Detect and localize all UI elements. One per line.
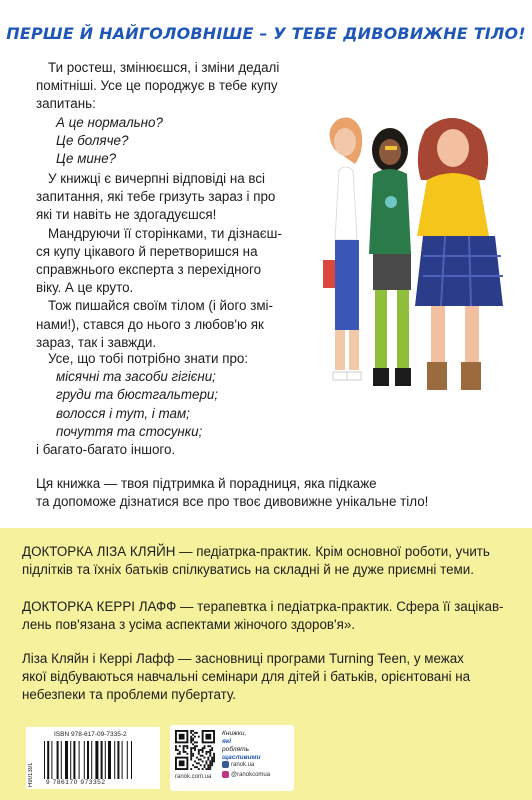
- qr-module: [190, 747, 192, 749]
- qr-module: [207, 745, 209, 747]
- qr-module: [200, 759, 202, 761]
- answers-line: віку. А це круто.: [36, 280, 134, 296]
- qr-module: [204, 766, 206, 768]
- qr-module: [175, 747, 177, 749]
- barcode-bar: [95, 741, 98, 779]
- qr-module: [196, 732, 198, 734]
- qr-module: [196, 766, 198, 768]
- question-item: Це боляче?: [56, 132, 129, 148]
- answers-line: ся купу цікавого й перетворишся на: [36, 243, 258, 259]
- facebook-icon: [222, 761, 229, 768]
- qr-module: [198, 749, 200, 751]
- qr-module: [190, 768, 192, 770]
- barcode-bar: [108, 741, 111, 779]
- qr-module: [204, 747, 206, 749]
- qr-module: [202, 768, 204, 770]
- topic-item: груди та бюстгальтери;: [56, 387, 219, 403]
- qr-module: [190, 736, 192, 738]
- bio-line: ДОКТОРКА КЕРРІ ЛАФФ — терапевтка і педіатрка-практик. Сфера її зацікав-: [22, 599, 504, 614]
- barcode-digits: 9 786170 973352: [46, 779, 106, 786]
- qr-module: [209, 764, 211, 766]
- product-code: Н901391: [28, 762, 34, 787]
- isbn-label: ISBN 978-617-09-7335-2: [54, 731, 127, 738]
- barcode-bar: [101, 741, 103, 779]
- qr-module: [194, 760, 196, 762]
- qr-module: [192, 740, 194, 742]
- answers-line: запитання, які тебе гризуть зараз і про: [36, 189, 276, 205]
- qr-module: [209, 749, 211, 751]
- qr-module: [209, 745, 211, 747]
- qr-module: [211, 760, 213, 762]
- qr-module: [198, 753, 200, 755]
- qr-module: [190, 740, 192, 742]
- qr-module: [177, 749, 179, 751]
- qr-module: [202, 760, 204, 762]
- qr-module: [209, 755, 211, 757]
- girl-left-figure: [323, 118, 362, 380]
- program-description: [22, 650, 470, 705]
- girl-right-figure: [415, 118, 503, 390]
- facebook-handle: ranok.ua: [231, 761, 255, 768]
- barcode-bar: [122, 741, 123, 779]
- author-klein-bio: [22, 543, 490, 579]
- qr-module: [207, 759, 209, 761]
- question-item: А це нормально?: [56, 114, 163, 130]
- qr-module: [202, 749, 204, 751]
- qr-module: [204, 745, 206, 747]
- qr-module: [213, 759, 215, 761]
- qr-module: [190, 757, 192, 759]
- barcode-bar: [70, 741, 71, 779]
- barcode-image: [42, 741, 154, 779]
- qr-module: [192, 738, 194, 740]
- barcode-bar: [73, 741, 75, 779]
- barcode-bar: [44, 741, 45, 779]
- barcode-bar: [131, 741, 132, 779]
- barcode-bar: [105, 741, 106, 779]
- qr-module: [175, 745, 177, 747]
- qr-module: [196, 757, 198, 759]
- qr-module: [190, 749, 192, 751]
- qr-module: [183, 747, 185, 749]
- qr-module: [200, 764, 202, 766]
- qr-module: [209, 762, 211, 764]
- barcode-bar: [114, 741, 115, 779]
- qr-module: [190, 755, 192, 757]
- answers-line: які ти навіть не здогадуєшся!: [36, 207, 217, 223]
- qr-module: [205, 768, 207, 770]
- qr-module: [198, 762, 200, 764]
- qr-module: [209, 760, 211, 762]
- qr-module: [213, 755, 215, 757]
- qr-module: [200, 749, 202, 751]
- intro-paragraph: [36, 59, 279, 168]
- qr-module: [209, 753, 211, 755]
- qr-module: [185, 745, 187, 747]
- qr-module: [192, 764, 194, 766]
- barcode-bar: [87, 741, 89, 779]
- support-line: та допоможе дізнатися все про твоє дивовижне унікальне тіло!: [36, 494, 429, 510]
- instagram-icon: [222, 771, 229, 778]
- answers-paragraph: [36, 170, 282, 352]
- answers-line: нами!), стався до нього з любов'ю як: [36, 316, 264, 332]
- qr-module: [194, 732, 196, 734]
- barcode-block: [26, 727, 160, 789]
- qr-module: [190, 732, 192, 734]
- qr-module: [202, 747, 204, 749]
- qr-module: [207, 751, 209, 753]
- topics-tail: і багато-багато іншого.: [36, 442, 176, 458]
- tagline-line: Книжки,: [222, 730, 247, 737]
- qr-module: [196, 762, 198, 764]
- qr-module: [211, 757, 213, 759]
- qr-module: [200, 755, 202, 757]
- qr-module: [211, 747, 213, 749]
- qr-module: [204, 757, 206, 759]
- qr-module: [211, 762, 213, 764]
- three-girls-illustration: [305, 110, 510, 410]
- answers-line: зараз, так і завжди.: [36, 334, 157, 350]
- qr-module: [196, 741, 198, 743]
- barcode-bar: [117, 741, 119, 779]
- barcode-bar: [51, 741, 52, 779]
- qr-module: [194, 745, 196, 747]
- qr-module: [207, 768, 209, 770]
- topic-item: почуття та стосунки;: [56, 423, 203, 439]
- qr-module: [194, 741, 196, 743]
- qr-module: [183, 745, 185, 747]
- qr-module: [179, 745, 181, 747]
- qr-module: [192, 734, 194, 736]
- qr-code: [175, 730, 215, 770]
- qr-module: [192, 730, 194, 732]
- answers-line: У книжці є вичерпні відповіді на всі: [48, 171, 266, 186]
- qr-module: [179, 734, 185, 740]
- qr-module: [179, 760, 185, 766]
- publisher-block: [170, 725, 294, 791]
- barcode-bar: [65, 741, 68, 779]
- qr-module: [190, 751, 192, 753]
- qr-module: [186, 753, 188, 755]
- qr-module: [202, 755, 204, 757]
- qr-module: [190, 741, 192, 743]
- bio-line: підлітків та їхніх батьків спілкуватись на складні й не дуже приємні теми.: [22, 562, 474, 578]
- program-line: Ліза Кляйн і Керрі Лафф — засновниці програми Turning Teen, у межах: [22, 651, 464, 666]
- barcode-bar: [57, 741, 59, 779]
- tagline-line: щасливими: [222, 754, 261, 761]
- barcode-bar: [47, 741, 49, 779]
- qr-module: [209, 766, 211, 768]
- qr-module: [177, 753, 179, 755]
- publisher-website[interactable]: ranok.com.ua: [175, 774, 212, 780]
- qr-module: [190, 738, 192, 740]
- qr-module: [211, 759, 213, 761]
- qr-module: [213, 760, 215, 762]
- qr-module: [194, 747, 196, 749]
- qr-module: [207, 764, 209, 766]
- qr-module: [192, 753, 194, 755]
- qr-module: [179, 753, 181, 755]
- qr-module: [202, 751, 204, 753]
- facebook-link[interactable]: [222, 761, 254, 768]
- qr-module: [211, 749, 213, 751]
- qr-module: [192, 747, 194, 749]
- qr-module: [190, 730, 192, 732]
- qr-module: [204, 764, 206, 766]
- barcode-bar: [91, 741, 92, 779]
- qr-module: [198, 736, 200, 738]
- topics-list: [36, 350, 248, 459]
- qr-module: [192, 755, 194, 757]
- qr-module: [207, 766, 209, 768]
- bio-line: ДОКТОРКА ЛІЗА КЛЯЙН — педіатрка-практик. Крім основної роботи, учить: [22, 544, 490, 559]
- answers-line: Мандруючи її сторінками, ти дізнаєш-: [48, 225, 282, 241]
- barcode-bar: [84, 741, 85, 779]
- qr-module: [194, 736, 196, 738]
- qr-module: [213, 753, 215, 755]
- qr-module: [207, 757, 209, 759]
- qr-module: [213, 757, 215, 759]
- qr-module: [205, 760, 207, 762]
- barcode-bar: [61, 741, 62, 779]
- qr-module: [205, 734, 211, 740]
- qr-module: [205, 751, 207, 753]
- qr-module: [211, 764, 213, 766]
- qr-module: [198, 768, 200, 770]
- qr-module: [186, 747, 188, 749]
- qr-module: [190, 759, 192, 761]
- qr-module: [205, 762, 207, 764]
- cover-headline: ПЕРШЕ Й НАЙГОЛОВНІШЕ – У ТЕБЕ ДИВОВИЖНЕ ТІЛО!: [6, 24, 526, 43]
- qr-module: [175, 749, 177, 751]
- qr-module: [196, 745, 198, 747]
- qr-module: [183, 749, 185, 751]
- qr-module: [183, 751, 185, 753]
- intro-line: Ти ростеш, змінюєшся, і зміни дедалі: [48, 60, 280, 75]
- program-line: небезпеки та проблеми пубертату.: [22, 687, 236, 703]
- qr-module: [192, 743, 194, 745]
- tagline-line: роблять: [222, 746, 250, 753]
- qr-module: [198, 751, 200, 753]
- answers-line: Тож пишайся своїм тілом (і його змі-: [48, 298, 273, 314]
- publisher-tagline: [222, 730, 261, 762]
- topic-item: місячні та засоби гігієни;: [56, 369, 216, 385]
- intro-line: помітніші. Усе це породжує в тебе купу: [36, 78, 278, 94]
- girl-middle-figure: [369, 128, 411, 386]
- bio-line: лень пов'язана з усіма аспектами жіночого здоров'я».: [22, 617, 356, 633]
- qr-module: [194, 749, 196, 751]
- barcode-bar: [79, 741, 80, 779]
- question-item: Це мине?: [56, 151, 117, 167]
- qr-module: [186, 745, 188, 747]
- qr-module: [198, 759, 200, 761]
- intro-line: запитань:: [36, 96, 96, 112]
- instagram-link[interactable]: [222, 771, 270, 778]
- qr-module: [179, 751, 181, 753]
- qr-module: [209, 768, 211, 770]
- support-line: Ця книжка — твоя підтримка й порадниця, яка підкаже: [36, 476, 377, 491]
- program-line: якої відбуваються навчальні семінари для дітей і батьків, орієнтовані на: [22, 669, 471, 685]
- qr-module: [209, 751, 211, 753]
- topics-lead: Усе, що тобі потрібно знати про:: [48, 351, 249, 366]
- instagram-handle: @ranokcomua: [231, 771, 271, 778]
- qr-module: [190, 753, 192, 755]
- qr-module: [205, 753, 207, 755]
- answers-line: справжнього експерта з перехідного: [36, 262, 262, 278]
- author-laff-bio: [22, 598, 504, 634]
- tagline-line: які: [222, 738, 232, 745]
- qr-module: [194, 766, 196, 768]
- qr-module: [185, 751, 187, 753]
- barcode-bar: [127, 741, 128, 779]
- topic-item: волосся і тут, і там;: [56, 405, 190, 421]
- support-paragraph: [36, 475, 428, 511]
